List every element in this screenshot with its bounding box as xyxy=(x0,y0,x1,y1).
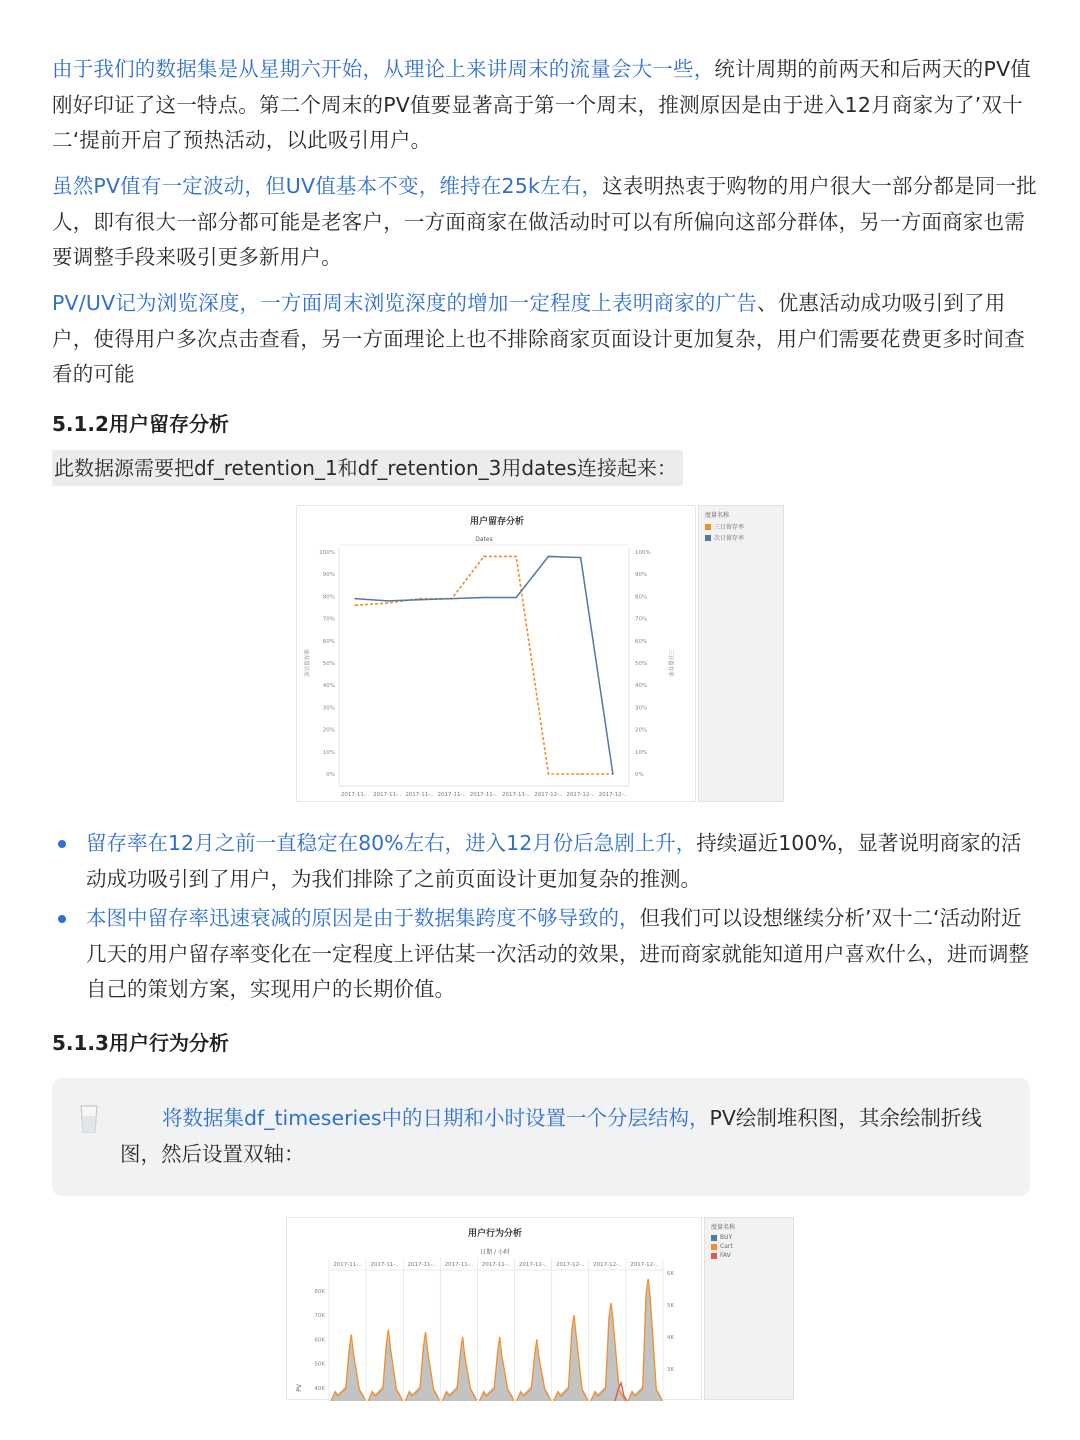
y-tick-label-right: 50% xyxy=(635,661,648,667)
legend-swatch xyxy=(711,1253,717,1259)
paragraph-browse-depth xyxy=(52,286,1037,393)
data-point xyxy=(580,557,582,559)
x-tick-label: 2017-11-.. xyxy=(407,1262,437,1268)
body-text: 持续逼近100%，显著说明商家的活动成功吸引到了用户，为我们排除了之前页面设计更加复杂的推测。 xyxy=(86,831,1022,891)
series-line xyxy=(355,556,613,774)
y-tick-label-right: 4K xyxy=(667,1335,675,1341)
y-tick-label-left: 50K xyxy=(314,1361,325,1368)
y-tick-label-left: 40K xyxy=(314,1385,325,1392)
y-tick-label-left: 20% xyxy=(322,727,335,734)
behavior-chart xyxy=(286,1217,702,1400)
data-point xyxy=(354,604,356,606)
x-tick-label: 2017-11-.. xyxy=(518,1262,548,1268)
heading-retention: 5.1.2用户留存分析 xyxy=(52,412,229,436)
x-tick-label: 2017-11-.. xyxy=(373,792,402,798)
y-axis-title-left: 次日留存率 xyxy=(305,649,311,677)
highlight-text: 将数据集df_timeseries中的日期和小时设置一个分层结构， xyxy=(162,1106,710,1130)
data-point xyxy=(354,598,356,600)
y-tick-label-left: 100% xyxy=(319,550,335,556)
y-tick-label-right: 5K xyxy=(667,1303,675,1309)
highlight-text: PV/UV记为浏览深度，一方面周末浏览深度的增加一定程度上表明商家的广告 xyxy=(52,291,758,315)
data-point xyxy=(548,556,550,558)
x-tick-label: 2017-11-.. xyxy=(501,792,531,798)
y-tick-label-right: 60% xyxy=(635,638,648,645)
x-tick-label: 2017-11-.. xyxy=(469,792,499,798)
y-tick-label-left: 40% xyxy=(322,683,335,690)
y-tick-label-left: 30% xyxy=(322,705,335,712)
legend-label: 次日留存率 xyxy=(714,535,745,542)
highlight-text: 留存率在12月之前一直稳定在80%左右，进入12月份后急剧上升， xyxy=(86,831,697,855)
y-tick-label-left: 80% xyxy=(322,594,335,601)
y-tick-label-right: 10% xyxy=(635,749,648,756)
x-tick-label: 2017-12-.. xyxy=(593,1262,622,1268)
cup-icon xyxy=(80,1104,98,1134)
series-line xyxy=(355,556,613,774)
y-tick-label-left: 60K xyxy=(314,1337,325,1344)
legend-item-buy xyxy=(705,1233,793,1242)
legend-swatch xyxy=(705,535,711,541)
retention-chart-svg xyxy=(297,506,697,803)
retention-chart xyxy=(296,505,696,802)
heading-behavior: 5.1.3用户行为分析 xyxy=(52,1031,229,1055)
data-point xyxy=(548,773,550,775)
x-axis-title: 日期 / 小时 xyxy=(480,1249,510,1256)
data-point xyxy=(612,773,614,775)
x-tick-label: 2017-12-.. xyxy=(566,792,595,798)
legend-swatch xyxy=(711,1235,717,1241)
body-text: 统计周期的前两天和后两天的PV值刚好印证了这一特点。第二个周末的PV值要显著高于第一个周末，推测原因是由于进入12月商家为了’双十二‘提前开启了预热活动，以此吸引用户。 xyxy=(52,57,1031,152)
y-tick-label-left: 70% xyxy=(322,616,335,623)
highlight-text: 虽然PV值有一定波动，但UV值基本不变，维持在25k左右， xyxy=(52,174,603,198)
data-point xyxy=(483,556,485,558)
paragraph-weekend-pv xyxy=(52,52,1037,159)
y-tick-label-right: 0% xyxy=(635,772,644,778)
highlight-text: 由于我们的数据集是从星期六开始，从理论上来讲周末的流量会大一些， xyxy=(52,57,715,81)
body-text: 这表明热衷于购物的用户很大一部分都是同一批人，即有很大一部分都可能是老客户，一方面商家在做活动时可以有所偏向这部分群体，另一方面商家也需要调整手段来吸引更多新用户。 xyxy=(52,174,1037,269)
pv-area xyxy=(554,1321,588,1401)
legend-title: 度量名称 xyxy=(711,1224,736,1231)
chart-title: 用户留存分析 xyxy=(469,517,525,527)
bullet-dot xyxy=(58,840,66,848)
legend-item-1day xyxy=(699,532,783,543)
x-tick-label: 2017-12-.. xyxy=(598,792,628,798)
y-tick-label-left: 60% xyxy=(322,638,335,645)
x-tick-label: 2017-12-.. xyxy=(555,1262,585,1268)
x-axis-title: Dates xyxy=(475,536,493,543)
y-axis-title-left: PV xyxy=(296,1384,303,1392)
legend-item-3day xyxy=(699,521,783,532)
retention-legend xyxy=(698,505,784,802)
bullet-dot xyxy=(58,915,66,923)
y-tick-label-left: 10% xyxy=(322,749,335,756)
y-tick-label-right: 100% xyxy=(635,550,651,556)
legend-swatch xyxy=(711,1244,717,1250)
y-tick-label-right: 80% xyxy=(635,594,648,601)
data-point xyxy=(419,599,421,601)
x-tick-label: 2017-11-.. xyxy=(437,792,467,798)
legend-label: 三日留存率 xyxy=(714,524,745,531)
x-tick-label: 2017-11-.. xyxy=(340,792,370,798)
x-tick-label: 2017-12-.. xyxy=(534,792,563,798)
y-tick-label-right: 70% xyxy=(635,616,648,623)
data-point xyxy=(387,600,389,602)
x-tick-label: 2017-11-.. xyxy=(333,1262,362,1268)
x-tick-label: 2017-12-.. xyxy=(630,1262,659,1268)
list-item xyxy=(52,901,1037,1008)
body-text: 但我们可以设想继续分析’双十二‘活动附近几天的用户留存率变化在一定程度上评估某一次活动的效果，进而商家就能知道用户喜欢什么，进而调整自己的策划方案，实现用户的长期价值。 xyxy=(86,906,1029,1001)
data-point xyxy=(387,602,389,604)
legend-title: 度量名称 xyxy=(705,512,730,519)
y-tick-label-left: 70K xyxy=(314,1313,325,1320)
data-point xyxy=(515,597,517,599)
highlight-text: 本图中留存率迅速衰减的原因是由于数据集跨度不够导致的， xyxy=(86,906,640,930)
x-tick-label: 2017-11-.. xyxy=(481,1262,511,1268)
data-point xyxy=(451,598,453,600)
y-tick-label-right: 30% xyxy=(635,705,648,712)
x-tick-label: 2017-11-.. xyxy=(444,1262,474,1268)
data-point xyxy=(483,597,485,599)
chart-title: 用户行为分析 xyxy=(467,1229,523,1239)
bullet-list xyxy=(52,826,1037,1012)
behavior-legend xyxy=(704,1217,794,1400)
legend-item-cart xyxy=(705,1242,793,1251)
pv-area xyxy=(442,1343,476,1401)
x-tick-label: 2017-11-.. xyxy=(405,792,434,798)
y-tick-label-right: 3K xyxy=(667,1367,675,1373)
x-tick-label: 2017-11-.. xyxy=(370,1262,399,1268)
code-line: 此数据源需要把df_retention_1和df_retention_3用dates连接起来： xyxy=(52,450,683,486)
y-axis-title-right: 三日留存率 xyxy=(667,649,673,677)
y-tick-label-right: 90% xyxy=(635,572,648,579)
y-tick-label-right: 40% xyxy=(635,683,648,690)
y-tick-label-left: 50% xyxy=(322,661,335,667)
callout-text xyxy=(120,1100,1010,1172)
data-point xyxy=(515,556,517,558)
legend-label: BUY xyxy=(720,1234,733,1241)
data-point xyxy=(580,773,582,775)
body-text: PV绘制堆积图，其余绘制折线图，然后设置双轴： xyxy=(120,1106,982,1166)
legend-item-fav xyxy=(705,1251,793,1260)
legend-label: FAV xyxy=(720,1252,731,1259)
y-tick-label-right: 6K xyxy=(667,1271,675,1277)
callout-box xyxy=(52,1078,1030,1196)
y-tick-label-left: 90% xyxy=(322,572,335,579)
y-tick-label-right: 20% xyxy=(635,727,648,734)
list-item xyxy=(52,826,1037,897)
y-tick-label-left: 80K xyxy=(314,1289,325,1295)
y-tick-label-left: 0% xyxy=(326,772,335,778)
paragraph-uv-stable xyxy=(52,169,1037,276)
legend-label: Cart xyxy=(720,1243,733,1250)
body-text: 、优惠活动成功吸引到了用户，使得用户多次点击查看，另一方面理论上也不排除商家页面设计更加复杂，用户们需要花费更多时间查看的可能 xyxy=(52,291,1025,386)
behavior-chart-svg xyxy=(287,1218,703,1401)
pv-area xyxy=(479,1343,513,1401)
legend-swatch xyxy=(705,524,711,530)
